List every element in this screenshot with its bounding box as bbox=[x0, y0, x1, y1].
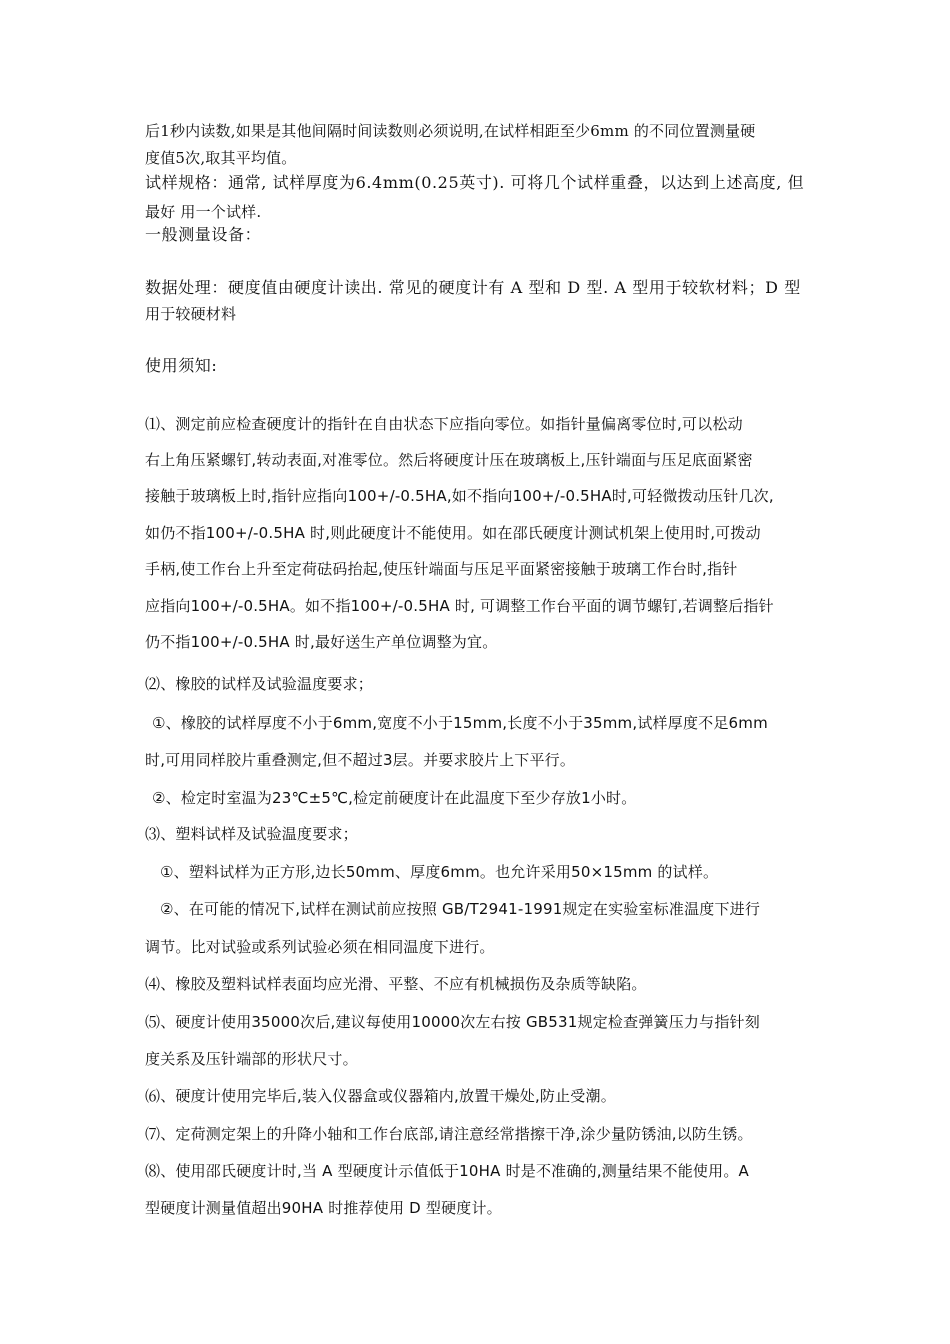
specimen-spec-line: 试样规格：通常, 试样厚度为6.4mm(0.25英寸). 可将几个试样重叠，以达到上述高度, 但 bbox=[145, 173, 805, 192]
item-3a-line: ①、塑料试样为正方形,边长50mm、厚度6mm。也允许采用50×15mm 的试样。 bbox=[160, 863, 719, 881]
item-3-line: ⑶、塑料试样及试验温度要求； bbox=[145, 825, 358, 843]
item-2a-line: ①、橡胶的试样厚度不小于6mm,宽度不小于15mm,长度不小于35mm,试样厚度不足6mm bbox=[152, 714, 768, 732]
item-1-line: 应指向100+/-0.5HA。如不指100+/-0.5HA 时, 可调整工作台平面的调节螺钉,若调整后指针 bbox=[145, 597, 774, 615]
item-4-line: ⑷、橡胶及塑料试样表面均应光滑、平整、不应有机械损伤及杂质等缺陷。 bbox=[145, 975, 647, 993]
item-2-line: ⑵、橡胶的试样及试验温度要求； bbox=[145, 675, 374, 693]
item-8-line: 型硬度计测量值超出90HA 时推荐使用 D 型硬度计。 bbox=[145, 1199, 502, 1217]
item-1-line: 手柄,使工作台上升至定荷砝码抬起,使压针端面与压足平面紧密接触于玻璃工作台时,指针 bbox=[145, 560, 738, 578]
notice-heading: 使用须知: bbox=[145, 356, 218, 375]
item-1-line: 如仍不指100+/-0.5HA 时,则此硬度计不能使用。如在邵氏硬度计测试机架上使用时,可拨动 bbox=[145, 524, 761, 542]
specimen-spec-line: 最好 用一个试样. bbox=[145, 203, 262, 221]
item-3b-line: 调节。比对试验或系列试验必须在相同温度下进行。 bbox=[145, 938, 495, 956]
equipment-heading: 一般测量设备： bbox=[145, 225, 262, 244]
item-5-line: ⑸、硬度计使用35000次后,建议每使用10000次左右按 GB531规定检查弹簧压力与指针刻 bbox=[145, 1013, 760, 1031]
item-1-line: 接触于玻璃板上时,指针应指向100+/-0.5HA,如不指向100+/-0.5HA时,可轻微拨动压针几次, bbox=[145, 487, 774, 505]
paragraph-line: 后1秒内读数,如果是其他间隔时间读数则必须说明,在试样相距至少6mm 的不同位置测量硬 bbox=[145, 122, 756, 140]
item-2b-line: ②、检定时室温为23℃±5℃,检定前硬度计在此温度下至少存放1小时。 bbox=[152, 789, 637, 807]
item-2a-line: 时,可用同样胶片重叠测定,但不超过3层。并要求胶片上下平行。 bbox=[145, 751, 576, 769]
item-3b-line: ②、在可能的情况下,试样在测试前应按照 GB/T2941-1991规定在实验室标准温度下进行 bbox=[160, 900, 761, 918]
data-processing-line: 用于较硬材料 bbox=[145, 305, 237, 323]
item-1-line: ⑴、测定前应检查硬度计的指针在自由状态下应指向零位。如指针量偏离零位时,可以松动 bbox=[145, 415, 743, 433]
item-6-line: ⑹、硬度计使用完毕后,装入仪器盒或仪器箱内,放置干燥处,防止受潮。 bbox=[145, 1087, 616, 1105]
item-1-line: 仍不指100+/-0.5HA 时,最好送生产单位调整为宜。 bbox=[145, 633, 498, 651]
item-5-line: 度关系及压针端部的形状尺寸。 bbox=[145, 1050, 358, 1068]
item-7-line: ⑺、定荷测定架上的升降小轴和工作台底部,请注意经常揩擦干净,涂少量防锈油,以防生锈。 bbox=[145, 1125, 753, 1143]
paragraph-line: 度值5次,取其平均值。 bbox=[145, 149, 297, 167]
data-processing-line: 数据处理：硬度值由硬度计读出. 常见的硬度计有 A 型和 D 型. A 型用于较软材料；D 型 bbox=[145, 278, 801, 297]
item-8-line: ⑻、使用邵氏硬度计时,当 A 型硬度计示值低于10HA 时是不准确的,测量结果不能使用。A bbox=[145, 1162, 749, 1180]
item-1-line: 右上角压紧螺钉,转动表面,对准零位。然后将硬度计压在玻璃板上,压针端面与压足底面紧密 bbox=[145, 451, 753, 469]
